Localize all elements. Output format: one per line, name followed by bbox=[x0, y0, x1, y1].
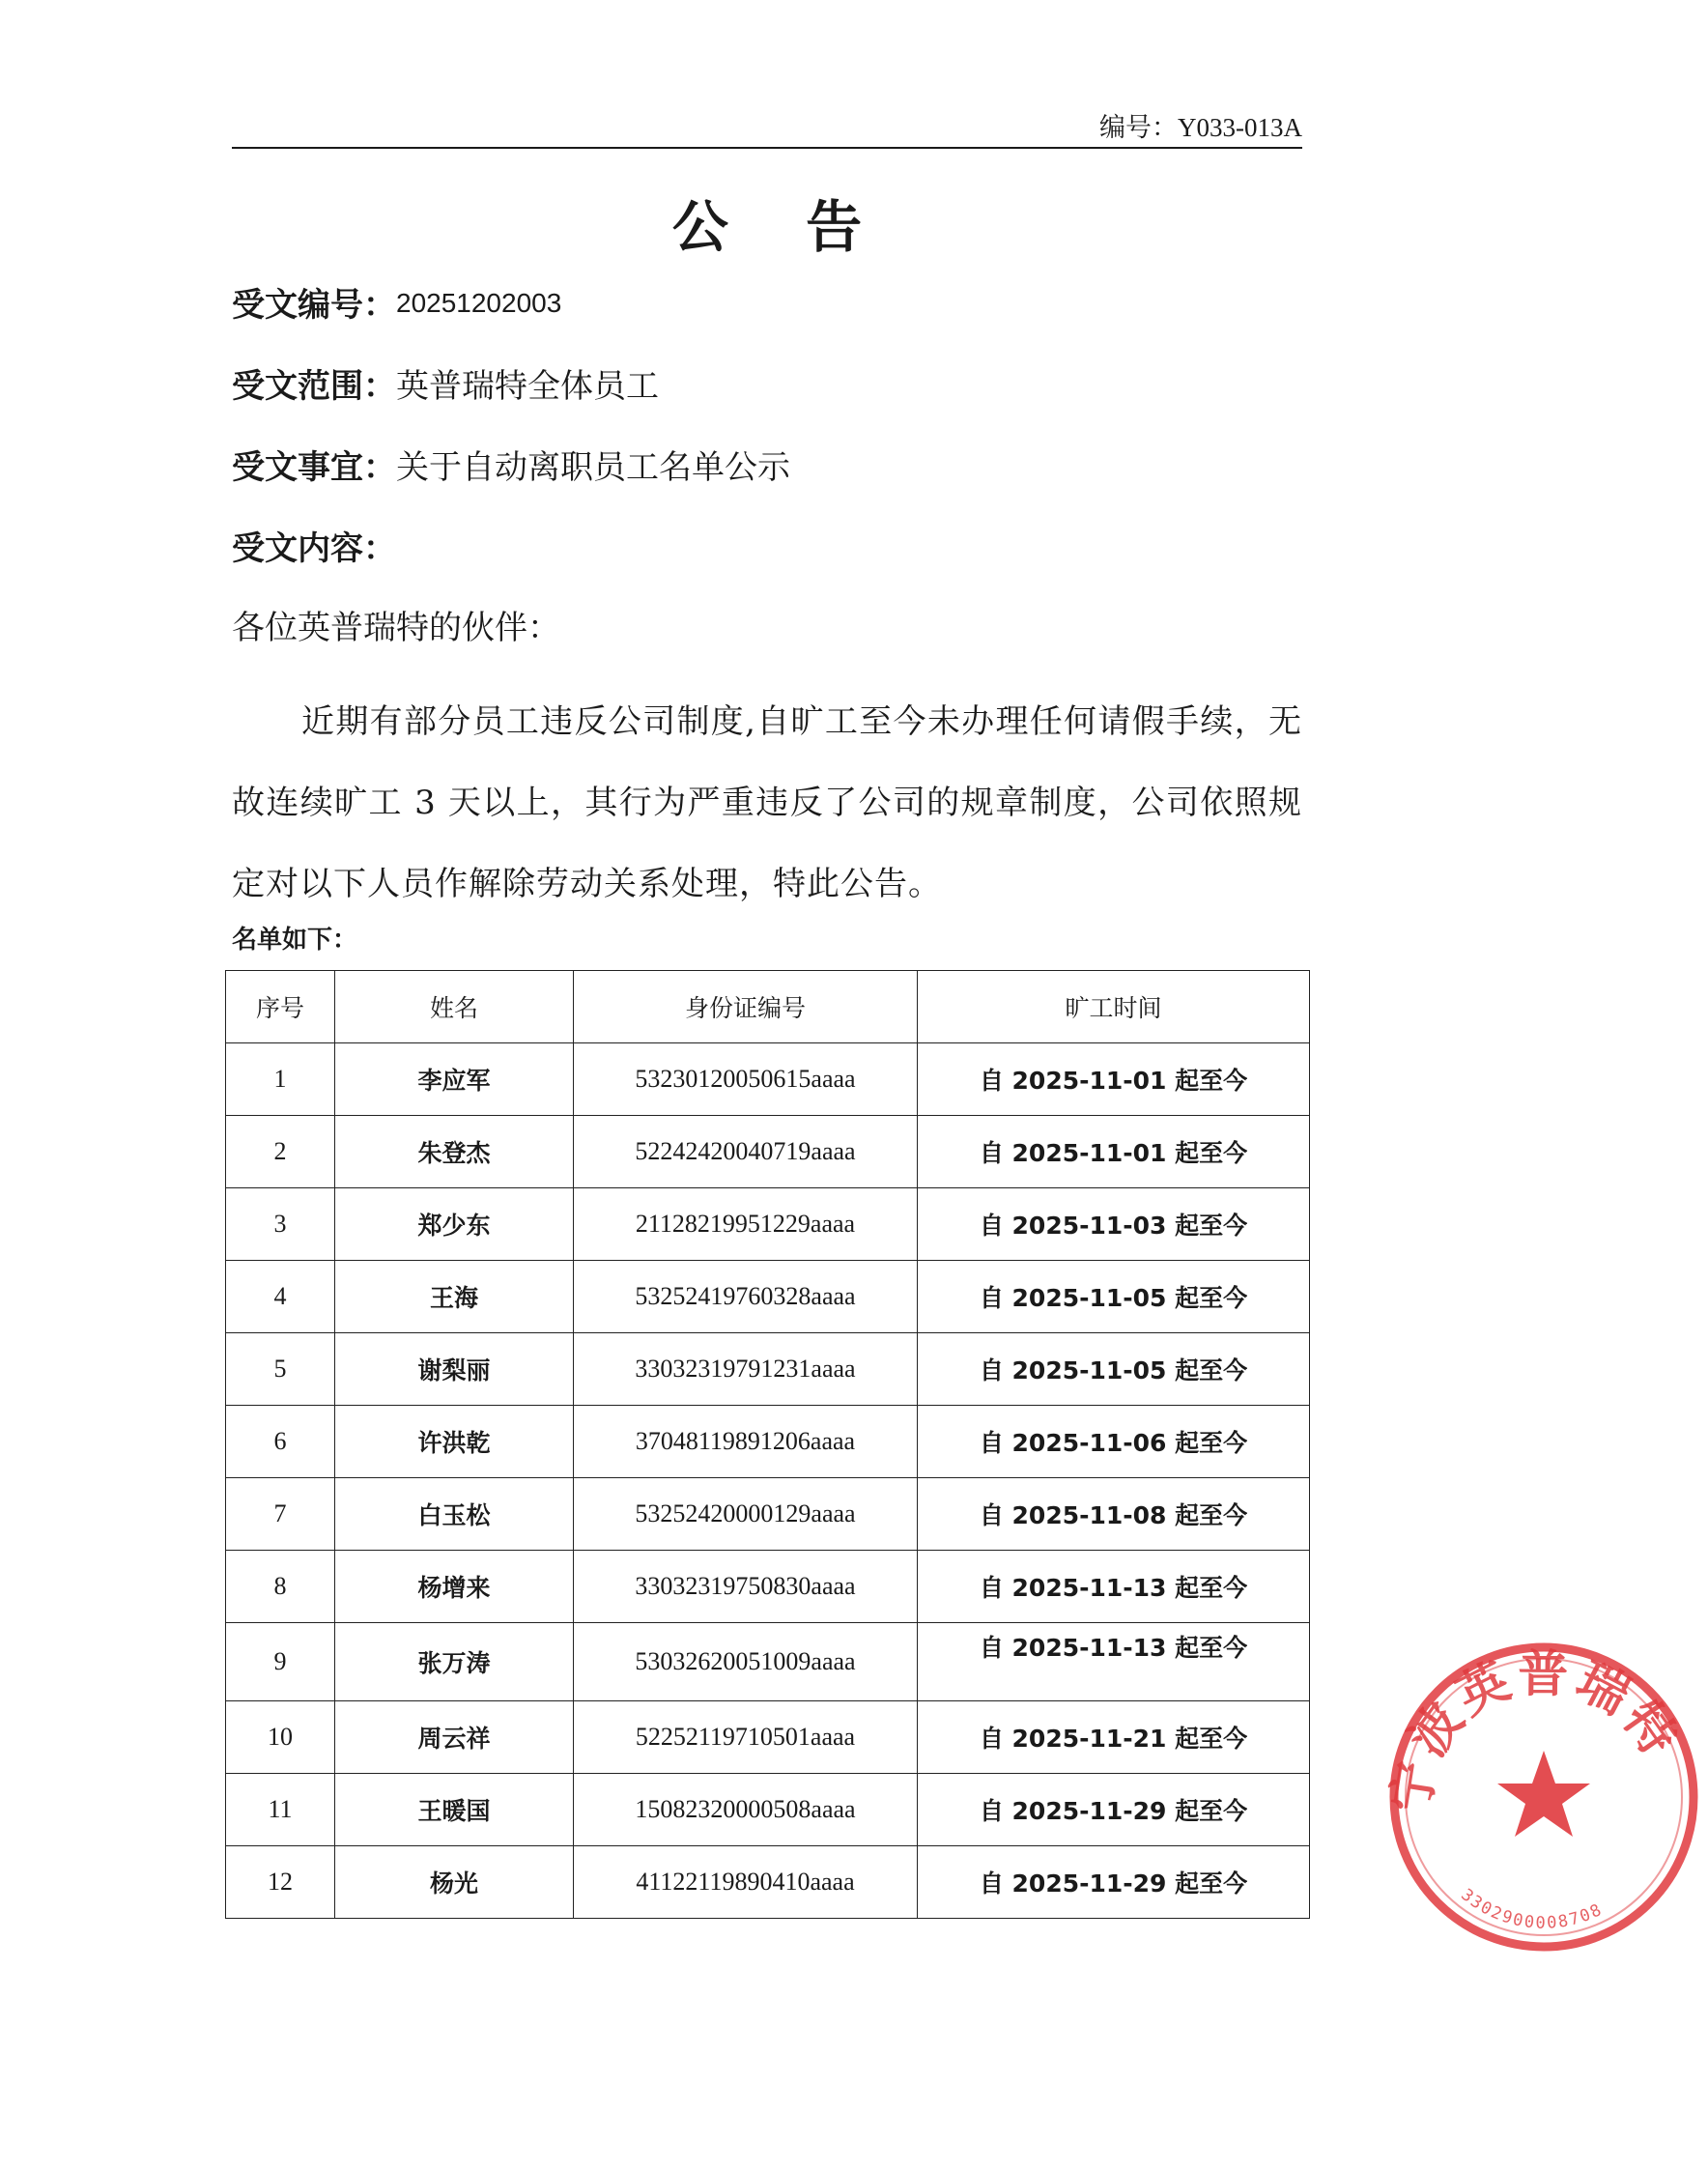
cell-absence-time: 自 2025-11-29 起至今 bbox=[918, 1846, 1310, 1919]
field-value: 20251202003 bbox=[396, 288, 562, 318]
table-row bbox=[226, 1551, 1310, 1623]
cell-id-number: 33032319750830aaaa bbox=[574, 1551, 918, 1623]
company-seal-stamp bbox=[1380, 1633, 1708, 1961]
field-subject bbox=[232, 441, 790, 495]
cell-id-number: 52242420040719aaaa bbox=[574, 1116, 918, 1188]
cell-name: 王海 bbox=[335, 1261, 574, 1333]
field-value: 英普瑞特全体员工 bbox=[396, 367, 659, 406]
cell-id-number: 53032620051009aaaa bbox=[574, 1623, 918, 1701]
cell-id-number: 53230120050615aaaa bbox=[574, 1043, 918, 1116]
cell-id-number: 41122119890410aaaa bbox=[574, 1846, 918, 1919]
cell-id-number: 37048119891206aaaa bbox=[574, 1406, 918, 1478]
cell-name: 杨增来 bbox=[335, 1551, 574, 1623]
field-label: 受文事宜： bbox=[232, 448, 396, 487]
cell-name: 朱登杰 bbox=[335, 1116, 574, 1188]
cell-index: 6 bbox=[226, 1406, 335, 1478]
cell-absence-time: 自 2025-11-06 起至今 bbox=[918, 1406, 1310, 1478]
cell-index: 12 bbox=[226, 1846, 335, 1919]
svg-text:3302900008708 bbox=[1457, 1885, 1606, 1932]
field-label: 受文编号： bbox=[232, 286, 396, 325]
cell-absence-time: 自 2025-11-29 起至今 bbox=[918, 1774, 1310, 1846]
table-row bbox=[226, 1478, 1310, 1551]
cell-index: 10 bbox=[226, 1701, 335, 1774]
seal-star-icon bbox=[1497, 1751, 1590, 1837]
cell-index: 11 bbox=[226, 1774, 335, 1846]
header-absence-time: 旷工时间 bbox=[918, 971, 1310, 1043]
cell-index: 4 bbox=[226, 1261, 335, 1333]
cell-absence-time: 自 2025-11-03 起至今 bbox=[918, 1188, 1310, 1261]
header-divider bbox=[232, 147, 1302, 149]
body-paragraph: 近期有部分员工违反公司制度,自旷工至今未办理任何请假手续，无故连续旷工 3 天以上，其行为严重违反了公司的规章制度，公司依照规定对以下人员作解除劳动关系处理，特此公告。 bbox=[232, 702, 1302, 903]
employee-table bbox=[225, 970, 1310, 1919]
table-row bbox=[226, 1846, 1310, 1919]
cell-absence-time: 自 2025-11-01 起至今 bbox=[918, 1043, 1310, 1116]
cell-index: 9 bbox=[226, 1623, 335, 1701]
cell-index: 1 bbox=[226, 1043, 335, 1116]
cell-name: 谢梨丽 bbox=[335, 1333, 574, 1406]
cell-name: 王暖国 bbox=[335, 1774, 574, 1846]
cell-name: 李应军 bbox=[335, 1043, 574, 1116]
document-number: 编号：Y033-013A bbox=[1099, 113, 1302, 142]
field-scope bbox=[232, 359, 659, 414]
cell-id-number: 33032319791231aaaa bbox=[574, 1333, 918, 1406]
cell-id-number: 15082320000508aaaa bbox=[574, 1774, 918, 1846]
table-row bbox=[226, 1043, 1310, 1116]
cell-id-number: 21128219951229aaaa bbox=[574, 1188, 918, 1261]
cell-index: 5 bbox=[226, 1333, 335, 1406]
cell-index: 2 bbox=[226, 1116, 335, 1188]
field-doc-number bbox=[232, 276, 561, 332]
cell-name: 许洪乾 bbox=[335, 1406, 574, 1478]
table-row bbox=[226, 1333, 1310, 1406]
cell-name: 周云祥 bbox=[335, 1701, 574, 1774]
cell-absence-time: 自 2025-11-08 起至今 bbox=[918, 1478, 1310, 1551]
cell-index: 8 bbox=[226, 1551, 335, 1623]
cell-name: 郑少东 bbox=[335, 1188, 574, 1261]
field-content bbox=[232, 522, 396, 576]
table-row bbox=[226, 1188, 1310, 1261]
cell-index: 7 bbox=[226, 1478, 335, 1551]
cell-id-number: 53252420000129aaaa bbox=[574, 1478, 918, 1551]
table-row bbox=[226, 1774, 1310, 1846]
cell-id-number: 52252119710501aaaa bbox=[574, 1701, 918, 1774]
table-header-row bbox=[226, 971, 1310, 1043]
header-name: 姓名 bbox=[335, 971, 574, 1043]
seal-number: 3302900008708 bbox=[1457, 1885, 1607, 1933]
page-title: 公 告 bbox=[671, 194, 892, 260]
field-label: 受文范围： bbox=[232, 367, 396, 406]
cell-index: 3 bbox=[226, 1188, 335, 1261]
table-row bbox=[226, 1623, 1310, 1701]
cell-absence-time: 自 2025-11-05 起至今 bbox=[918, 1261, 1310, 1333]
table-row bbox=[226, 1701, 1310, 1774]
cell-absence-time: 自 2025-11-05 起至今 bbox=[918, 1333, 1310, 1406]
cell-name: 杨光 bbox=[335, 1846, 574, 1919]
cell-name: 白玉松 bbox=[335, 1478, 574, 1551]
table-row bbox=[226, 1261, 1310, 1333]
cell-absence-time: 自 2025-11-01 起至今 bbox=[918, 1116, 1310, 1188]
table-row bbox=[226, 1116, 1310, 1188]
header-index: 序号 bbox=[226, 971, 335, 1043]
greeting: 各位英普瑞特的伙伴： bbox=[232, 609, 560, 647]
table-body bbox=[226, 1043, 1310, 1919]
table-row bbox=[226, 1406, 1310, 1478]
list-heading: 名单如下： bbox=[232, 926, 358, 955]
cell-absence-time: 自 2025-11-13 起至今 bbox=[918, 1623, 1310, 1701]
field-label: 受文内容： bbox=[232, 529, 396, 568]
cell-id-number: 53252419760328aaaa bbox=[574, 1261, 918, 1333]
cell-absence-time: 自 2025-11-13 起至今 bbox=[918, 1551, 1310, 1623]
header-id-number: 身份证编号 bbox=[574, 971, 918, 1043]
seal-text: 宁波英普瑞特 bbox=[1381, 1645, 1691, 1817]
cell-absence-time: 自 2025-11-21 起至今 bbox=[918, 1701, 1310, 1774]
cell-name: 张万涛 bbox=[335, 1623, 574, 1701]
field-value: 关于自动离职员工名单公示 bbox=[396, 448, 790, 487]
